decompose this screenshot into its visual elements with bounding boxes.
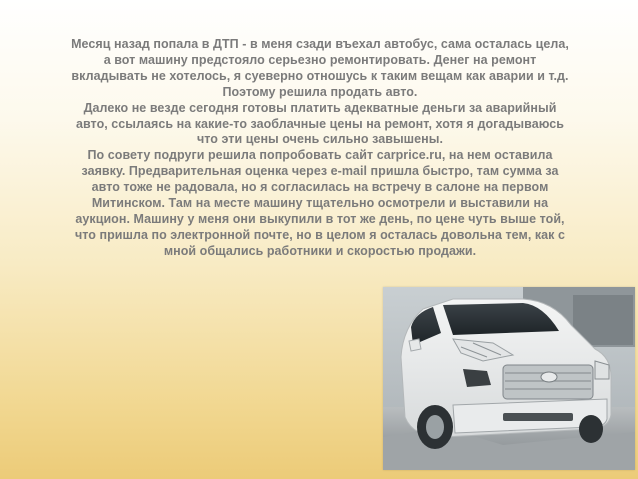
- text-line: заявку. Предварительная оценка через e-mail пришла быстро, там сумма за: [81, 164, 559, 179]
- text-line: мной общались работники и скоростью продажи.: [163, 243, 477, 258]
- text-line: Митинском. Там на месте машину тщательно осмотрели и выставили на: [91, 196, 549, 211]
- text-line: Поэтому решила продать авто.: [222, 84, 418, 99]
- text-line: а вот машину предстояло серьезно ремонтировать. Денег на ремонт: [103, 52, 537, 67]
- story-text: [30, 37, 610, 260]
- text-line: аукцион. Машину у меня они выкупили в тот же день, по цене чуть выше той,: [75, 211, 565, 226]
- text-line: авто тоже не радовала, но я согласилась на встречу в салоне на первом: [91, 180, 549, 195]
- text-line: вкладывать не хотелось, я суеверно отношусь к таким вещам как аварии и т.д.: [71, 68, 569, 83]
- car-illustration: [383, 287, 635, 470]
- text-line: Месяц назад попала в ДТП - в меня сзади въехал автобус, сама осталась цела,: [71, 37, 569, 51]
- damaged-car-photo: [383, 287, 635, 470]
- text-line: По совету подруги решила попробовать сайт carprice.ru, на нем оставила: [87, 148, 553, 163]
- text-line: авто, ссылаясь на какие-то заоблачные цены на ремонт, хотя я догадываюсь: [75, 116, 565, 131]
- text-line: Далеко не везде сегодня готовы платить адекватные деньги за аварийный: [83, 100, 557, 115]
- text-line: что пришла по электронной почте, но в целом я осталась довольна тем, как с: [74, 227, 566, 242]
- text-line: что эти цены очень сильно завышены.: [196, 132, 443, 147]
